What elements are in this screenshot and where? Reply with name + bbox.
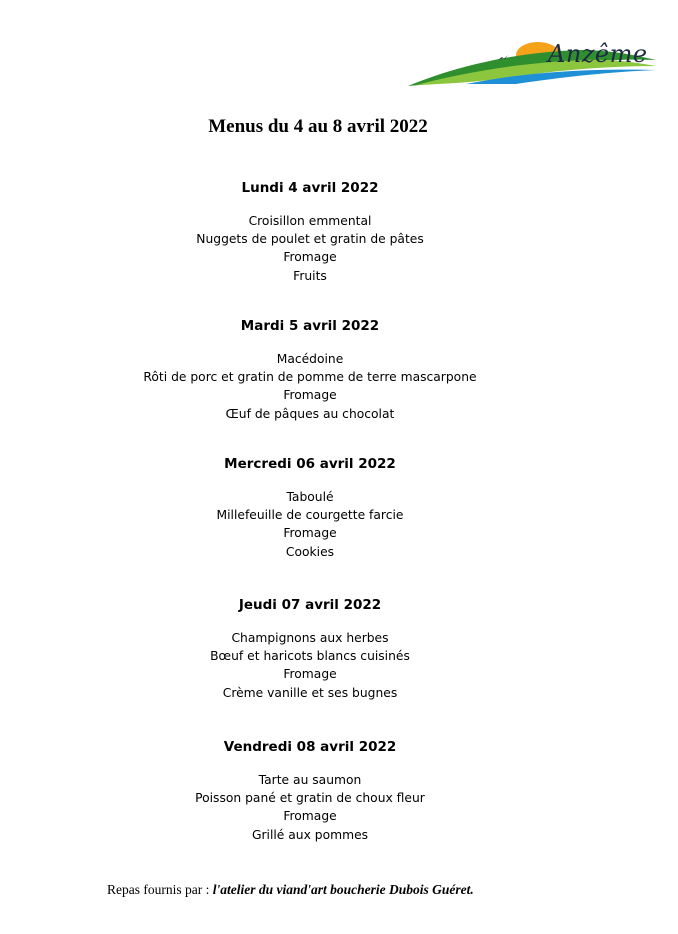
dish-main: Millefeuille de courgette farcie bbox=[216, 508, 404, 523]
dish-cheese: Fromage bbox=[283, 667, 337, 682]
dish-starter: Tarte au saumon bbox=[258, 773, 362, 787]
dish-main: Rôti de porc et gratin de pomme de terre mascarpone bbox=[143, 370, 477, 385]
anzeme-logo bbox=[406, 38, 662, 90]
day-thursday bbox=[0, 596, 620, 702]
dish-dessert: Cookies bbox=[285, 544, 335, 559]
dish-starter: Macédoine bbox=[276, 352, 344, 366]
footer-note bbox=[107, 882, 474, 898]
day-wednesday bbox=[0, 455, 620, 561]
dish-main: Bœuf et haricots blancs cuisinés bbox=[210, 649, 410, 664]
dish-starter: Taboulé bbox=[286, 490, 334, 504]
dish-cheese: Fromage bbox=[283, 526, 337, 541]
dish-dessert: Fruits bbox=[293, 268, 327, 283]
logo-text: Anzême bbox=[548, 40, 648, 68]
dish-dessert: Œuf de pâques au chocolat bbox=[225, 406, 395, 421]
dish-starter: Croisillon emmental bbox=[248, 214, 372, 228]
dish-dessert: Grillé aux pommes bbox=[251, 827, 369, 842]
day-heading: Mercredi 06 avril 2022 bbox=[224, 456, 396, 472]
day-friday bbox=[0, 738, 620, 844]
dish-main: Poisson pané et gratin de choux fleur bbox=[195, 791, 425, 806]
day-heading: Vendredi 08 avril 2022 bbox=[223, 739, 397, 755]
day-monday bbox=[0, 179, 620, 285]
day-heading: Lundi 4 avril 2022 bbox=[241, 180, 379, 196]
dish-starter: Champignons aux herbes bbox=[231, 631, 389, 645]
page-title: Menus du 4 au 8 avril 2022 bbox=[208, 116, 428, 137]
day-heading: Jeudi 07 avril 2022 bbox=[238, 597, 382, 613]
footer-supplier: l'atelier du viand'art boucherie Dubois Guéret. bbox=[212, 882, 474, 897]
dish-main: Nuggets de poulet et gratin de pâtes bbox=[196, 232, 424, 247]
dish-cheese: Fromage bbox=[283, 388, 337, 403]
day-tuesday bbox=[0, 317, 620, 423]
dish-cheese: Fromage bbox=[283, 809, 337, 824]
dish-dessert: Crème vanille et ses bugnes bbox=[222, 685, 398, 700]
day-heading: Mardi 5 avril 2022 bbox=[240, 318, 380, 334]
dish-cheese: Fromage bbox=[283, 250, 337, 265]
footer-prefix: Repas fournis par : bbox=[107, 882, 213, 897]
